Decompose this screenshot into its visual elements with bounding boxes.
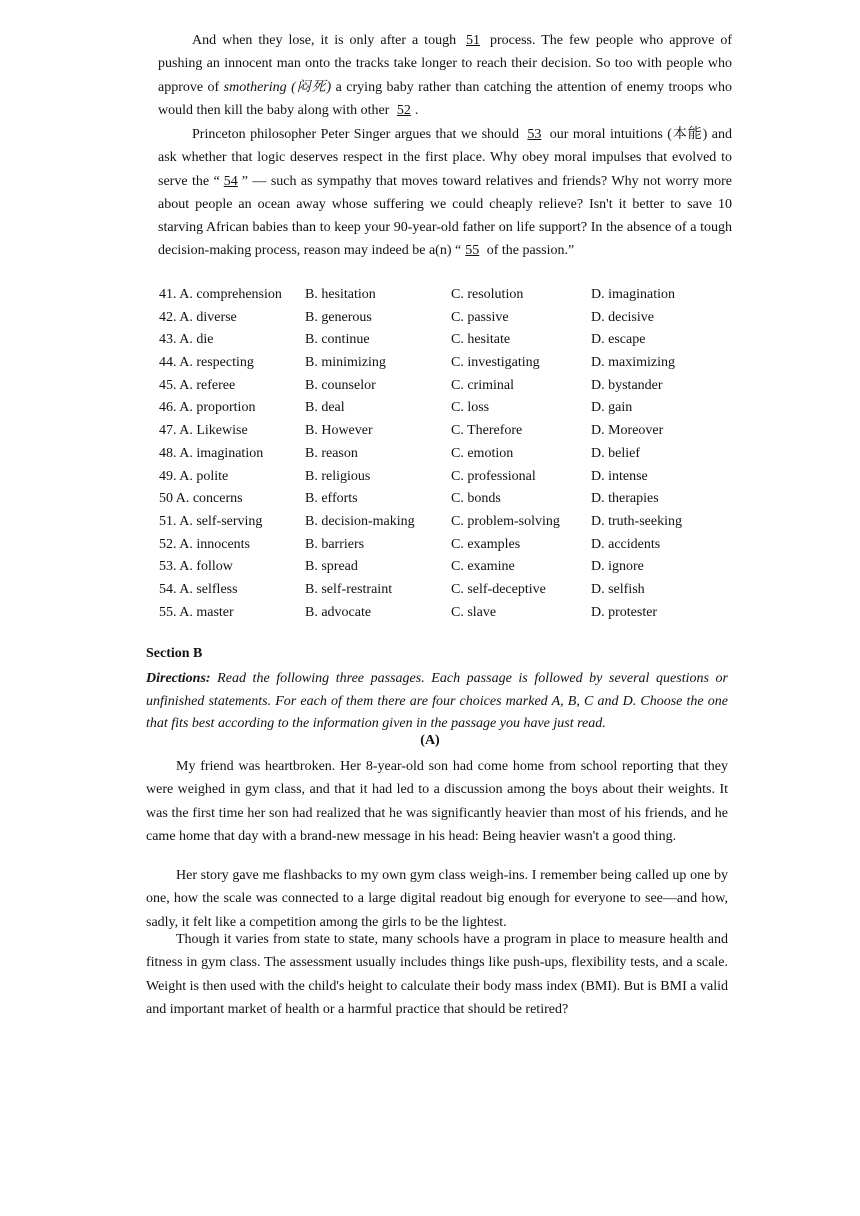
option-a: 52. A. innocents bbox=[159, 536, 250, 552]
option-b: B. barriers bbox=[305, 536, 365, 552]
option-a: 47. A. Likewise bbox=[159, 423, 248, 439]
option-a: 44. A. respecting bbox=[159, 355, 254, 371]
passage-paragraph: Her story gave me flashbacks to my own gym class weigh-ins. I remember being called up one by one, how the scale was connected to a large digital readout big enough for everyone to see—and how, sadly, it felt like a competition among the girls to be the lightest. bbox=[146, 868, 728, 930]
blank-55: 55 bbox=[465, 243, 480, 259]
text-run: ” — such as sympathy that moves toward relatives and friends? Why not worry more about people an ocean away whose suffering we could cheaply relieve? Isn't it better to save 10 starving African babies than to keep your 90-year-old father on life support? In the absence of a tough decision-making process, reason may indeed be a(n) “ bbox=[158, 173, 732, 259]
option-d: D. intense bbox=[591, 468, 648, 484]
passage-paragraph: Though it varies from state to state, many schools have a program in place to measure health and fitness in gym class. The assessment usually includes things like push-ups, flexibility tests, and a scale. Weight is then used with the child's height to calculate their body mass index (BMI). But is BMI a valid and important market of health or a harmful practice that should be retired? bbox=[146, 932, 728, 1017]
option-c: C. problem-solving bbox=[451, 513, 560, 529]
answer-options-list bbox=[159, 284, 719, 624]
directions-text: Read the following three passages. Each passage is followed by several questions or unfinished statements. For each of them there are four choices marked A, B, C and D. Choose the one that fits best according to the information given in the passage you have just read. bbox=[146, 671, 728, 732]
option-d: D. protester bbox=[591, 604, 658, 620]
option-a: 54. A. selfless bbox=[159, 581, 238, 597]
option-d: D. selfish bbox=[591, 581, 645, 597]
text-run: . bbox=[414, 102, 419, 118]
option-row bbox=[159, 352, 719, 375]
option-d: D. decisive bbox=[591, 309, 654, 325]
option-row bbox=[159, 602, 719, 625]
option-b: B. religious bbox=[305, 468, 371, 484]
option-b: B. minimizing bbox=[305, 355, 386, 371]
option-a: 51. A. self-serving bbox=[159, 513, 263, 529]
section-title: Section B bbox=[146, 646, 203, 661]
option-c: C. self-deceptive bbox=[451, 581, 546, 597]
text-run: a crying baby rather than catching the attention of enemy troops who would then kill the baby along with other bbox=[158, 79, 732, 118]
option-d: D. therapies bbox=[591, 491, 659, 507]
cloze-paragraph-2 bbox=[158, 123, 732, 263]
option-row bbox=[159, 284, 719, 307]
option-b: B. counselor bbox=[305, 377, 376, 393]
directions-label: Directions: bbox=[146, 671, 211, 686]
option-row bbox=[159, 397, 719, 420]
option-a: 48. A. imagination bbox=[159, 445, 264, 461]
option-row bbox=[159, 307, 719, 330]
passage-paragraph: My friend was heartbroken. Her 8-year-old son had come home from school reporting that they were weighed in gym class, and that it had led to a discussion among the boys about their weights. It was the first time her son had realized that he was significantly heavier than most of his friends, and he came home that day with a brand-new message in his head: Being heavier wasn't a good thing. bbox=[146, 759, 728, 844]
option-d: D. belief bbox=[591, 445, 640, 461]
option-a: 42. A. diverse bbox=[159, 309, 237, 325]
blank-52: 52 bbox=[396, 102, 411, 118]
option-c: C. professional bbox=[451, 468, 536, 484]
option-b: B. generous bbox=[305, 309, 372, 325]
option-row bbox=[159, 534, 719, 557]
option-c: C. bonds bbox=[451, 491, 501, 507]
option-a: 53. A. follow bbox=[159, 559, 233, 575]
option-a: 43. A. die bbox=[159, 332, 214, 348]
option-c: C. examples bbox=[451, 536, 521, 552]
option-d: D. maximizing bbox=[591, 355, 675, 371]
option-b: B. spread bbox=[305, 559, 358, 575]
option-row bbox=[159, 466, 719, 489]
option-a: 49. A. polite bbox=[159, 468, 229, 484]
option-d: D. ignore bbox=[591, 559, 644, 575]
option-a: 45. A. referee bbox=[159, 377, 236, 393]
option-c: C. slave bbox=[451, 604, 497, 620]
option-c: C. examine bbox=[451, 559, 515, 575]
option-b: B. self-restraint bbox=[305, 581, 393, 597]
option-row bbox=[159, 556, 719, 579]
blank-54: 54 bbox=[223, 173, 238, 189]
blank-53: 53 bbox=[527, 127, 542, 142]
option-row bbox=[159, 375, 719, 398]
option-c: C. emotion bbox=[451, 445, 514, 461]
option-a: 55. A. master bbox=[159, 604, 234, 620]
option-c: C. Therefore bbox=[451, 423, 523, 439]
option-d: D. imagination bbox=[591, 287, 675, 302]
option-b: B. continue bbox=[305, 332, 370, 348]
text-run: our moral intuitions (本能) and ask whether that logic deserves respect in the first place. Why obey moral impulses that evolved to serve the “ bbox=[158, 127, 732, 189]
option-a: 46. A. proportion bbox=[159, 400, 256, 416]
option-row bbox=[159, 579, 719, 602]
option-row bbox=[159, 443, 719, 466]
passage-label: (A) bbox=[420, 733, 440, 748]
option-c: C. criminal bbox=[451, 377, 514, 393]
option-row bbox=[159, 488, 719, 511]
option-a: 41. A. comprehension bbox=[159, 287, 282, 302]
option-b: B. reason bbox=[305, 445, 358, 461]
option-c: C. passive bbox=[451, 309, 509, 325]
option-b: B. advocate bbox=[305, 604, 372, 620]
option-d: D. escape bbox=[591, 332, 646, 348]
option-c: C. hesitate bbox=[451, 332, 511, 348]
option-row bbox=[159, 420, 719, 443]
blank-51: 51 bbox=[466, 33, 481, 48]
option-c: C. loss bbox=[451, 400, 490, 416]
option-b: B. deal bbox=[305, 400, 345, 416]
option-c: C. investigating bbox=[451, 355, 540, 371]
text-run: And when they lose, it is only after a tough bbox=[192, 33, 463, 48]
directions bbox=[146, 668, 728, 736]
option-c: C. resolution bbox=[451, 287, 524, 302]
italic-term: smothering (闷死) bbox=[223, 79, 332, 95]
text-run: Princeton philosopher Peter Singer argues that we should bbox=[192, 127, 524, 142]
option-d: D. accidents bbox=[591, 536, 661, 552]
option-a: 50 A. concerns bbox=[159, 491, 243, 507]
option-d: D. Moreover bbox=[591, 423, 664, 439]
option-b: B. efforts bbox=[305, 491, 358, 507]
option-d: D. truth-seeking bbox=[591, 513, 682, 529]
option-b: B. However bbox=[305, 423, 373, 439]
text-run: process. The few people who approve of pushing an innocent man onto the tracks take longer to reach their decision. So too with people who approve of bbox=[158, 33, 732, 95]
option-row bbox=[159, 511, 719, 534]
option-d: D. bystander bbox=[591, 377, 663, 393]
cloze-paragraph-1 bbox=[158, 29, 732, 122]
option-b: B. hesitation bbox=[305, 287, 376, 302]
option-b: B. decision-making bbox=[305, 513, 415, 529]
option-row bbox=[159, 329, 719, 352]
text-run: of the passion.” bbox=[483, 243, 575, 259]
option-d: D. gain bbox=[591, 400, 633, 416]
